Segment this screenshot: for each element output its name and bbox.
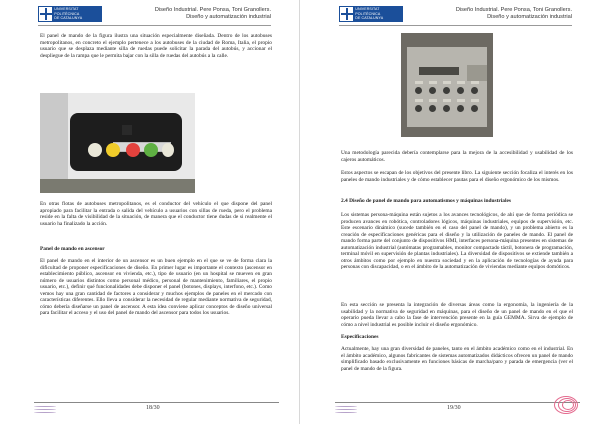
paragraph-bus-panel: El panel de mando de la figura ilustra una situación especialmente diseñada. Dentro de los autobuses metropolitanos, en concreto el ejemplo pertenece a los autobuses de la ciudad de Roma, Italia, el propio usuario que se desplaza mediante silla de ruedas puede solicitar la parada del autobús, y accionar el despliegue de la rampa que le permita bajar con la silla de ruedas del autobús a la calle. xyxy=(40,33,272,59)
paragraph-hmi: Los sistemas persona-máquina están sujetos a los avances tecnológicos, de ahí que de forma periódica se producen avances en robótica, controladores lógicos, máquinas industriales, equipos de supervisión, etc. Este escenario dinámico (sucede también en el caso del panel de mando), y un problema abierto es la creación de especificaciones genéricas para el diseño y la utilización de paneles de mando. El panel de mando forma parte del conjunto de dispositivos HMI, interfaces persona-máquina presentes en sistemas de automatización industrial (autómatas programables, monitor compactado táctil, botonera de programación, terminal móvil en supervisión de plantas industriales). La diversidad de dispositivos se extiende también a otros ámbitos como por ejemplo en nuestra sociedad y en la aplicación de tecnologías de ayuda para personas con discapacidad, o en el ámbito de la automatización de viviendas mediante equipos domóticos. xyxy=(341,212,573,270)
logo-text: UNIVERSITAT POLITÈCNICA DE CATALUNYA xyxy=(54,7,83,21)
section-heading-specs: Especificaciones xyxy=(341,334,379,340)
paragraph-scope: Estos aspectos se escapan de los objetivos del presente libro. La siguiente sección focaliza el interés en los paneles de mando industriales y de cómo establecer pautas para el diseño ergonómico de los mismos. xyxy=(341,170,573,183)
logo-mark-icon xyxy=(340,7,353,21)
header-authors: Diseño Industrial. Pere Ponsa, Toni Granollers. xyxy=(154,7,271,13)
yellow-button xyxy=(106,143,120,157)
paragraph-elevator: El panel de mando en el interior de un ascensor es un buen ejemplo en el que se ve de forma clara la dificultad de proponer especificaciones de diseño. En primer lugar es importante el contexto (ascensor en establecimiento público, ascensor en vivienda, etc.), tipo de usuario (en un hospital se mueven en gran número de usuarios distintos como personal médico, personal de mantenimiento, familiares, el propio usuario, etc.), definir qué funcionalidades debe disponer el panel (botones, displays, interfono, etc.). Como vemos hay una gran cantidad de factores a considerar y muchos ejemplos de paneles en el mercado con características diferentes. Ello lleva a considerar la necesidad de regular mediante normativa de seguridad, cómo debería diseñarse un panel de ascensor. A esta idea conviene aplicar conceptos de diseño universal para facilitar el acceso y el uso del panel de mando del ascensor para todos los usuarios. xyxy=(40,258,272,316)
bus-control-panel-photo xyxy=(40,93,195,193)
page-footer xyxy=(28,394,279,424)
green-button xyxy=(144,143,158,157)
white-button-right xyxy=(162,143,174,157)
swirl-logo-icon xyxy=(34,406,56,420)
footer-rule xyxy=(335,402,580,403)
swirl-logo-icon xyxy=(335,406,357,420)
paragraph-bus-driver: En otras flotas de autobuses metropolitanos, es el conductor del vehículo el que dispone del panel apropiado para facilitar la entrada o salida del vehículo a usuarios con sillas de rueda, pero el problema reside en la falta de visibilidad de la situación, de manera que el conductor tiene dudas de si realmente el usuario ha finalizado la acción. xyxy=(40,201,272,227)
header-subtitle: Diseño y automatización industrial xyxy=(487,14,572,21)
industrial-panel-photo xyxy=(401,33,493,137)
university-logo xyxy=(339,6,403,22)
logo-mark-icon xyxy=(39,7,52,21)
page-number: 18/30 xyxy=(146,405,160,411)
header-authors: Diseño Industrial. Pere Ponsa, Toni Granollers. xyxy=(455,7,572,13)
paragraph-specs: Actualmente, hay una gran diversidad de paneles, tanto en el ámbito académico como en el industrial. En el ámbito académico, algunos fabricantes de sistemas automatizados didácticos ofrecen un panel de mando simplificado basado exclusivamente en funciones básicas de marcha/paro y parada de emergencia (ver el panel de mando de la figura. xyxy=(341,346,573,372)
page-header xyxy=(339,6,572,28)
rosette-logo-icon xyxy=(552,394,580,418)
section-heading-industrial-panel: 2.4 Diseño de panel de mando para automatismos y máquinas industriales xyxy=(341,198,511,204)
logo-text: UNIVERSITAT POLITÈCNICA DE CATALUNYA xyxy=(355,7,384,21)
footer-rule xyxy=(34,402,279,403)
paragraph-atm: Una metodología parecida debería contemplarse para la mejora de la accesibilidad y usabilidad de los cajeros automáticos. xyxy=(341,150,573,163)
section-heading-elevator: Panel de mando en ascensor xyxy=(40,246,105,252)
paragraph-integration: En esta sección se presenta la integración de diversas áreas como la ergonomía, la ingeniería de la usabilidad y la normativa de seguridad en máquinas, para el diseño de un panel de mando en el que el operario pueda llevar a cabo la fase de intervención presente en la guía GEMMA. Sirva de ejemplo de cómo a nivel industrial es posible incluir el diseño ergonómico. xyxy=(341,302,573,328)
header-text xyxy=(456,7,572,21)
red-button xyxy=(126,143,140,157)
white-button xyxy=(88,143,102,157)
header-subtitle: Diseño y automatización industrial xyxy=(186,14,271,21)
university-logo xyxy=(38,6,102,22)
header-rule xyxy=(339,25,572,26)
page-number: 19/30 xyxy=(447,405,461,411)
header-rule xyxy=(38,25,271,26)
page-footer xyxy=(329,394,580,424)
header-text xyxy=(155,7,271,21)
page-header xyxy=(38,6,271,28)
